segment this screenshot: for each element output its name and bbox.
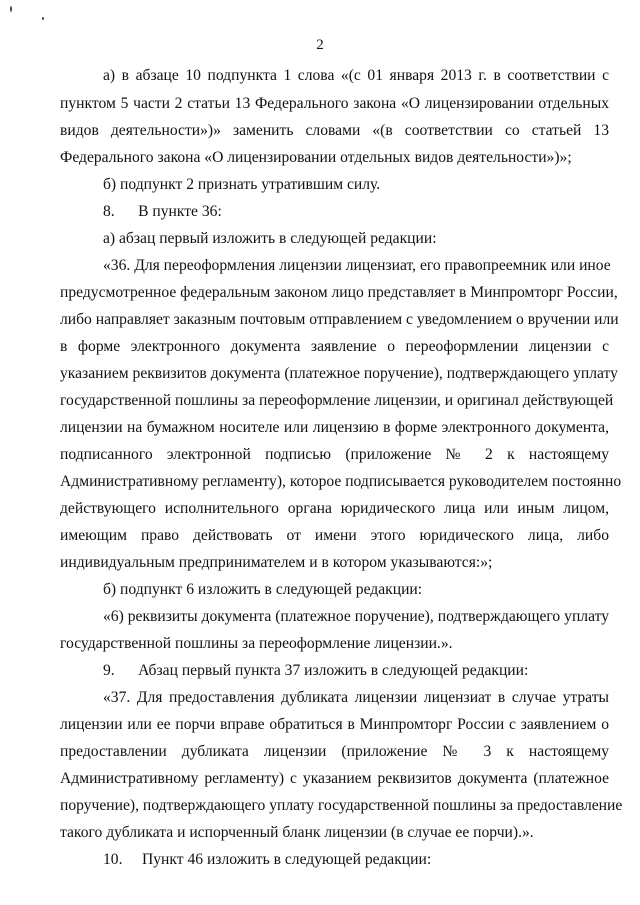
page-number: 2 bbox=[316, 37, 324, 53]
scan-speck bbox=[42, 17, 44, 20]
text-line: действующего исполнительного органа юридического лица или иным лицом, bbox=[60, 500, 609, 517]
text-line: 9. Абзац первый пункта 37 изложить в следующей редакции: bbox=[103, 662, 529, 679]
text-line: «36. Для переоформления лицензии лицензиат, его правопреемник или иное bbox=[103, 257, 611, 274]
text-line: пунктом 5 части 2 статьи 13 Федерального закона «О лицензировании отдельных bbox=[60, 95, 609, 112]
text-line: видов деятельности»)» заменить словами «(в соответствии со статьей 13 bbox=[60, 122, 609, 139]
text-line: Федерального закона «О лицензировании отдельных видов деятельности»)»; bbox=[60, 149, 572, 166]
text-line: б) подпункт 2 признать утратившим силу. bbox=[103, 176, 381, 193]
text-line: предоставлении дубликата лицензии (приложение № 3 к настоящему bbox=[60, 743, 609, 760]
text-line: «6) реквизиты документа (платежное поручение), подтверждающего уплату bbox=[103, 608, 609, 625]
text-line: Административному регламенту) с указанием реквизитов документа (платежное bbox=[60, 770, 609, 787]
scan-speck bbox=[10, 6, 12, 12]
text-line: а) абзац первый изложить в следующей редакции: bbox=[103, 230, 437, 247]
text-line: такого дубликата и испорченный бланк лицензии (в случае ее порчи).». bbox=[60, 824, 534, 841]
text-line: государственной пошлины за переоформление лицензии, и оригинал действующей bbox=[60, 392, 614, 409]
text-line: индивидуальным предпринимателем и в котором указываются:»; bbox=[60, 554, 493, 571]
text-line: указанием реквизитов документа (платежное поручение), подтверждающего уплату bbox=[60, 365, 618, 382]
text-line: поручение), подтверждающего уплату государственной пошлины за предоставление bbox=[60, 797, 623, 814]
text-line: Административному регламенту), которое подписывается руководителем постоянно bbox=[60, 473, 622, 490]
text-line: государственной пошлины за переоформление лицензии.». bbox=[60, 635, 453, 652]
text-line: предусмотренное федеральным законом лицо представляет в Минпромторг России, bbox=[60, 284, 618, 301]
text-line: либо направляет заказным почтовым отправлением с уведомлением о вручении или bbox=[60, 311, 619, 328]
text-line: подписанного электронной подписью (приложение № 2 к настоящему bbox=[60, 446, 609, 463]
text-line: 10. Пункт 46 изложить в следующей редакции: bbox=[103, 851, 432, 868]
text-line: в форме электронного документа заявление о переоформлении лицензии с bbox=[60, 338, 609, 355]
text-line: а) в абзаце 10 подпункта 1 слова «(с 01 января 2013 г. в соответствии с bbox=[103, 67, 609, 84]
text-line: имеющим право действовать от имени этого юридического лица, либо bbox=[60, 527, 609, 544]
text-line: лицензии на бумажном носителе или лицензию в форме электронного документа, bbox=[60, 419, 609, 436]
text-line: лицензии или ее порчи вправе обратиться в Минпромторг России с заявлением о bbox=[60, 716, 609, 733]
text-line: б) подпункт 6 изложить в следующей редакции: bbox=[103, 581, 423, 598]
text-line: «37. Для предоставления дубликата лицензии лицензиат в случае утраты bbox=[103, 689, 609, 706]
text-line: 8. В пункте 36: bbox=[103, 203, 222, 220]
